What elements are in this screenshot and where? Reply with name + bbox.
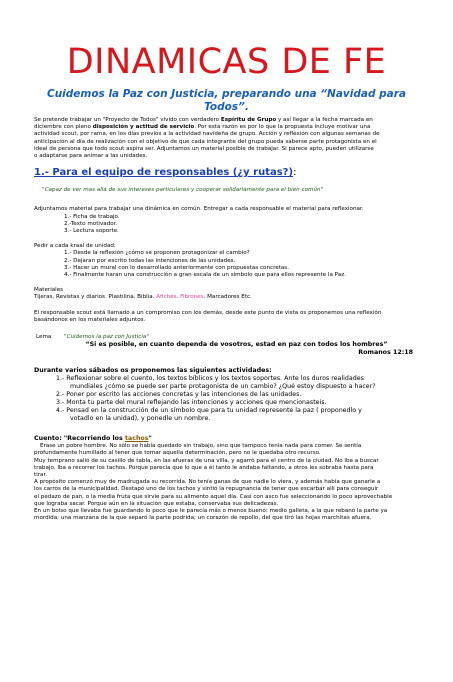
intro-line: o adaptarse para animar a las unidades. bbox=[34, 153, 148, 160]
intro-line: ideal de persona que todo scout aspira ser. Adjuntamos un material posible de trabajar. Si parece apto, pueden utilizarse bbox=[34, 145, 374, 152]
activity-item-cont: votadlo en la unidad), y ponedle un nombre. bbox=[70, 415, 211, 423]
adjuntamos-text: Adjuntamos material para trabajar una dinámica en común. Entregar a cada responsable el material para reflexionar. bbox=[34, 206, 364, 213]
responsable-line: El responsable scout está llamado a un compromiso con los demás, desde este punto de vista os proponemos una reflexión bbox=[34, 309, 382, 316]
story-line: tirar. bbox=[34, 472, 48, 479]
story-line: que lograba sacar. Porque aún en la situación que estaba, conservaba sus delicadezas. bbox=[34, 500, 279, 507]
bible-reference: Romanos 12:18 bbox=[358, 349, 413, 357]
list-item: 4.- Finalmente haran una construcción a gran escala de un símbolo que para ellos represente la Paz. bbox=[64, 272, 346, 279]
intro-line: Se pretende trabajar un "Proyecto de Todos" vivido con verdadero Espíritu de Grupo y así llegar a la fecha marcada en bbox=[34, 117, 373, 123]
story-line: profundamente humillado al tener que tomar aquella determinación, pero no le quedaba otro recurso. bbox=[34, 450, 321, 457]
kraal-intro: Pedir a cada kraal de unidad: bbox=[34, 243, 116, 250]
list-item: 2.-Texto motivador. bbox=[64, 220, 118, 227]
activities-heading: Durante varios sábados os proponemos las siguientes actividades: bbox=[34, 367, 272, 375]
bible-quote: “Si es posible, en cuanto dependa de vosotros, estad en paz con todos los hombres” bbox=[85, 341, 388, 349]
activity-item: 2.- Poner por escrito las acciones concretas y las intenciones de las unidades. bbox=[56, 391, 302, 399]
quote-text: "Capaz de ver mas allá de sus intereses particulares y cooperar solidariamente para el bien común" bbox=[42, 187, 324, 194]
list-item: 2.- Dejaran por escrito todas las intenciones de las unidades. bbox=[64, 257, 236, 264]
materiales-list: Tijeras, Revistas y diarios. Plastilina. Biblia. Afiches. Fibrones. Marcadores Etc. bbox=[34, 294, 252, 301]
intro-line: anticipación al día de realización con el objetivo de que cada integrante del grupo pueda saberse parte protagonista en el bbox=[34, 138, 377, 145]
activity-item-cont: mundiales ¿cómo se puede ser parte protagonista de un cambio? ¿Qué estoy dispuesto a hacer? bbox=[70, 383, 376, 391]
materiales-label: Materiales bbox=[34, 287, 64, 294]
activity-item: 3.- Monta tu parte del mural reflejando las intenciones y acciones que mencionasteis. bbox=[56, 399, 327, 407]
page-title: DINAMICAS DE FE bbox=[66, 42, 387, 82]
story-line: los carros de la municipalidad. Destapó uno de los tachos y sintió la repugnancia de tener que escarbar allí para conseguir bbox=[34, 486, 379, 493]
document-page bbox=[0, 42, 453, 682]
list-item: 1.- Desde la reflexión ¿cómo se proponen protagonizar el cambio? bbox=[64, 250, 250, 257]
list-item: 1.- Ficha de trabajo. bbox=[64, 213, 120, 220]
section-heading: 1.- Para el equipo de responsables (¿y rutas?): bbox=[34, 167, 297, 179]
story-line: mordida; una manzana de la que separó la parte podrida; un corazón de repollo, del que tiró las hojas marchitas afuera. bbox=[34, 515, 372, 522]
activity-item: 4.- Pensad en la construcción de un símbolo que para tu unidad represente la paz ( proponedlo y bbox=[56, 407, 362, 415]
intro-line: diciembre con pleno disposición y actitud de servicio. Por esta razón es por lo que la propuesta incluye motivar una bbox=[34, 124, 371, 131]
story-line: el pedazo de pan, o la media fruta que sirvie para su alimento aquel día. Casi con asco fue seleccionando lo poco aprovechable bbox=[34, 493, 393, 500]
activity-item: 1.- Reflexionar sobre el cuento, los textos bíblicos y los textos soportes. Ante los duros realidades bbox=[56, 375, 364, 383]
responsable-line: basándonos en los materiales adjuntos. bbox=[34, 316, 146, 323]
intro-paragraph bbox=[34, 117, 419, 160]
lema-value: "Cuidemos la paz con Justicia" bbox=[64, 334, 149, 341]
list-item: 3.- Lectura soporte. bbox=[64, 228, 119, 235]
lema-label: Lema bbox=[36, 334, 52, 341]
lema-row bbox=[34, 334, 419, 341]
story-line: A propósito comenzó muy de madrugada su recorrida. No tenía ganas de que nadie lo viera, y además había que ganarle a bbox=[34, 479, 381, 486]
intro-line: actividad scout, por rama, en los días previos a la actividad navideña de grupo. Acción y reflexión con algunas semanas de bbox=[34, 131, 380, 138]
list-item: 3.- Hacer un mural con lo desarrollado anteriormente con propuestas concretas. bbox=[64, 264, 290, 271]
story-line: Erase un pobre hombre. No sólo se había quedado sin trabajo, sino que tampoco tenía nada para comer. Se sentía bbox=[40, 443, 362, 450]
page-subtitle: Cuidemos la Paz con Justicia, preparando una “Navidad para Todos”. bbox=[46, 88, 406, 113]
story-line: trabajo. Iba a recorrer los tachos. Porque parecía que lo que a él tanto le andaba faltando, a otros les sobraba hasta para bbox=[34, 464, 374, 471]
story-line: En un bolso que llevaba fue guardando lo poco que le parecía más o menos bueno: medio galleta, a la que rebanó la parte ya bbox=[34, 508, 388, 515]
story-line: Muy temprano salió de su casillo de tabla, en las afueras de una villa, y agarró para el centro de la ciudad. No iba a buscar bbox=[34, 457, 379, 464]
story-heading: Cuento: "Recorriendo los tachos" bbox=[34, 435, 152, 443]
